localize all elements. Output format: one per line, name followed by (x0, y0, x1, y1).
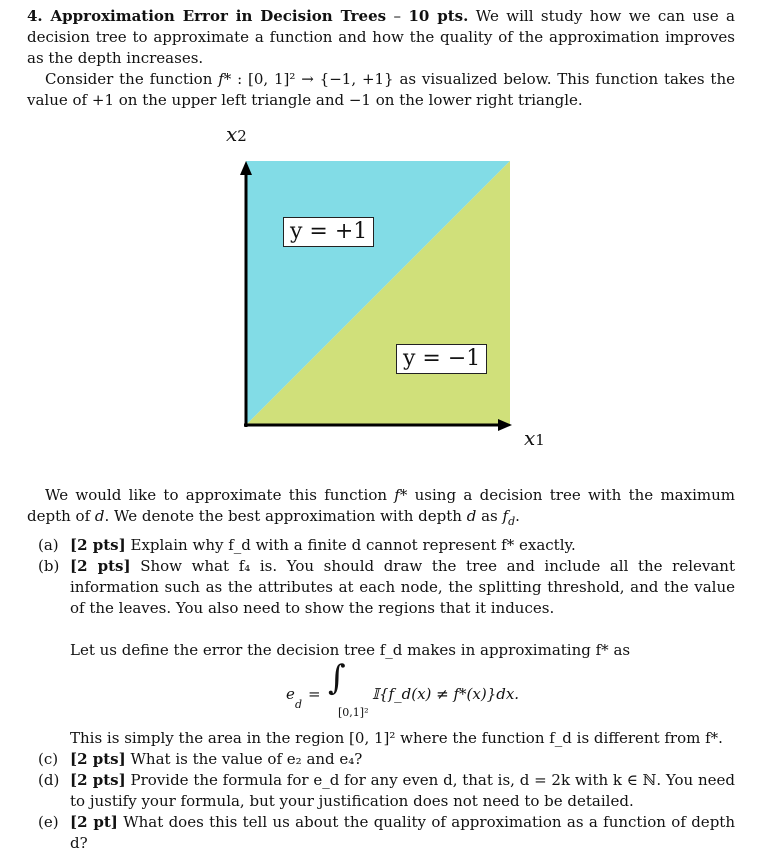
problem-points: 10 pts. (408, 7, 469, 25)
problem-heading: 4. Approximation Error in Decision Trees (27, 7, 387, 25)
heading-dash: – (393, 7, 402, 25)
function-figure (0, 120, 776, 480)
error-definition: Let us define the error the decision tree f_d makes in approximating f* as (70, 641, 631, 659)
approx-paragraph: We would like to approximate this function f* using a decision tree with the maximum depth of d. We denote the best approximation with depth d as $f_d$. (27, 486, 735, 528)
x-axis-label: x1 (524, 426, 545, 450)
region-lower-label: y = −1 (396, 344, 487, 374)
integral-sign: ∫ (328, 658, 346, 698)
y-axis-label: x2 (226, 122, 247, 146)
part-d: (d) [2 pts] Provide the formula for e_d for any even d, that is, d = 2k with k ∈ ℕ. You need to justify your formula, but your justification does not need to be detailed. (38, 771, 735, 810)
f-star: f* (218, 70, 232, 88)
part-c: (c) [2 pts] What is the value of e₂ and e₄? (38, 750, 363, 768)
problem-intro-text: We will study how we can use a decision tree to approximate a function and how the quality of the approximation improves as the depth increases. (27, 7, 735, 67)
error-explain: This is simply the area in the region [0, 1]² where the function f_d is different from f*. (70, 729, 723, 747)
problem-intro (27, 6, 735, 69)
part-a: (a) [2 pts] Explain why f_d with a finite d cannot represent f* exactly. (38, 536, 576, 554)
region-upper-label: y = +1 (283, 217, 374, 247)
error-formula: e d = ∫ [0,1]² 𝕀{f_d(x) ≠ f*(x)}dx. (286, 658, 520, 719)
part-e: (e) [2 pt] What does this tell us about the quality of approximation as a function of depth d? (38, 813, 735, 852)
consider-paragraph: Consider the function f* : [0, 1]² → {−1, +1} as visualized below. This function takes the value of +1 on the upper left triangle and −1 on the lower right triangle. (27, 70, 735, 109)
part-b: (b) [2 pts] Show what f₄ is. You should draw the tree and include all the relevant information such as the attributes at each node, the splitting threshold, and the value of the leaves. You also need to show the regions that it induces. (38, 557, 735, 617)
